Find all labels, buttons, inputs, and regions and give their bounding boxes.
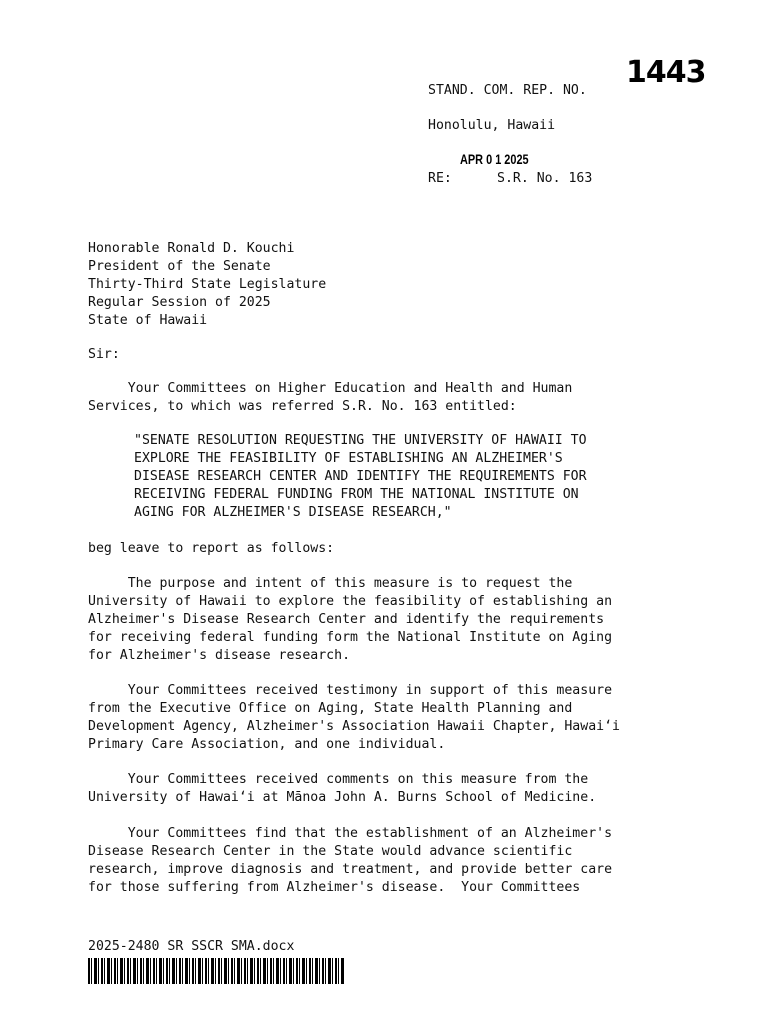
paragraph-line: The purpose and intent of this measure is to request the <box>88 576 573 591</box>
addressee-line: President of the Senate <box>88 259 271 274</box>
addressee-block <box>88 240 326 330</box>
paragraph-line: for Alzheimer's disease research. <box>88 648 351 663</box>
document-barcode <box>88 958 344 984</box>
comments-paragraph <box>88 771 708 807</box>
title-line: DISEASE RESEARCH CENTER AND IDENTIFY THE REQUIREMENTS FOR <box>134 469 587 484</box>
intro-paragraph <box>88 380 708 416</box>
stand-com-rep-label: STAND. COM. REP. NO. <box>428 83 587 98</box>
addressee-line: Honorable Ronald D. Kouchi <box>88 241 295 256</box>
title-line: RECEIVING FEDERAL FUNDING FROM THE NATIONAL INSTITUTE ON <box>134 487 579 502</box>
paragraph-line: University of Hawaiʻi at Mānoa John A. Burns School of Medicine. <box>88 790 597 805</box>
paragraph-line: Your Committees received testimony in support of this measure <box>88 683 613 698</box>
title-line: AGING FOR ALZHEIMER'S DISEASE RESEARCH," <box>134 505 452 520</box>
paragraph-line: Services, to which was referred S.R. No. 163 entitled: <box>88 399 517 414</box>
testimony-paragraph <box>88 682 708 754</box>
resolution-title <box>134 432 694 522</box>
handwritten-report-number: 1443 <box>626 55 706 90</box>
re-label: RE: <box>428 171 452 186</box>
findings-paragraph <box>88 825 708 897</box>
paragraph-line: Your Committees find that the establishment of an Alzheimer's <box>88 826 613 841</box>
paragraph-line: Primary Care Association, and one individual. <box>88 737 446 752</box>
paragraph-line: University of Hawaii to explore the feasibility of establishing an <box>88 594 613 609</box>
paragraph-line: from the Executive Office on Aging, State Health Planning and <box>88 701 573 716</box>
footer-filename: 2025-2480 SR SSCR SMA.docx <box>88 939 295 954</box>
purpose-paragraph <box>88 575 708 665</box>
paragraph-line: Development Agency, Alzheimer's Association Hawaii Chapter, Hawaiʻi <box>88 719 620 734</box>
paragraph-line: for those suffering from Alzheimer's disease. Your Committees <box>88 880 581 895</box>
re-value: S.R. No. 163 <box>497 171 593 186</box>
addressee-line: Regular Session of 2025 <box>88 295 271 310</box>
addressee-line: State of Hawaii <box>88 313 208 328</box>
title-line: EXPLORE THE FEASIBILITY OF ESTABLISHING AN ALZHEIMER'S <box>134 451 563 466</box>
salutation: Sir: <box>88 347 120 362</box>
paragraph-line: Disease Research Center in the State would advance scientific <box>88 844 573 859</box>
report-intro: beg leave to report as follows: <box>88 541 335 556</box>
title-line: "SENATE RESOLUTION REQUESTING THE UNIVERSITY OF HAWAII TO <box>134 433 587 448</box>
paragraph-line: Your Committees on Higher Education and Health and Human <box>88 381 573 396</box>
date-stamp: APR 0 1 2025 <box>460 151 529 167</box>
paragraph-line: Your Committees received comments on this measure from the <box>88 772 589 787</box>
paragraph-line: for receiving federal funding form the National Institute on Aging <box>88 630 613 645</box>
paragraph-line: research, improve diagnosis and treatment, and provide better care <box>88 862 613 877</box>
addressee-line: Thirty-Third State Legislature <box>88 277 327 292</box>
paragraph-line: Alzheimer's Disease Research Center and identify the requirements <box>88 612 605 627</box>
location: Honolulu, Hawaii <box>428 118 556 133</box>
